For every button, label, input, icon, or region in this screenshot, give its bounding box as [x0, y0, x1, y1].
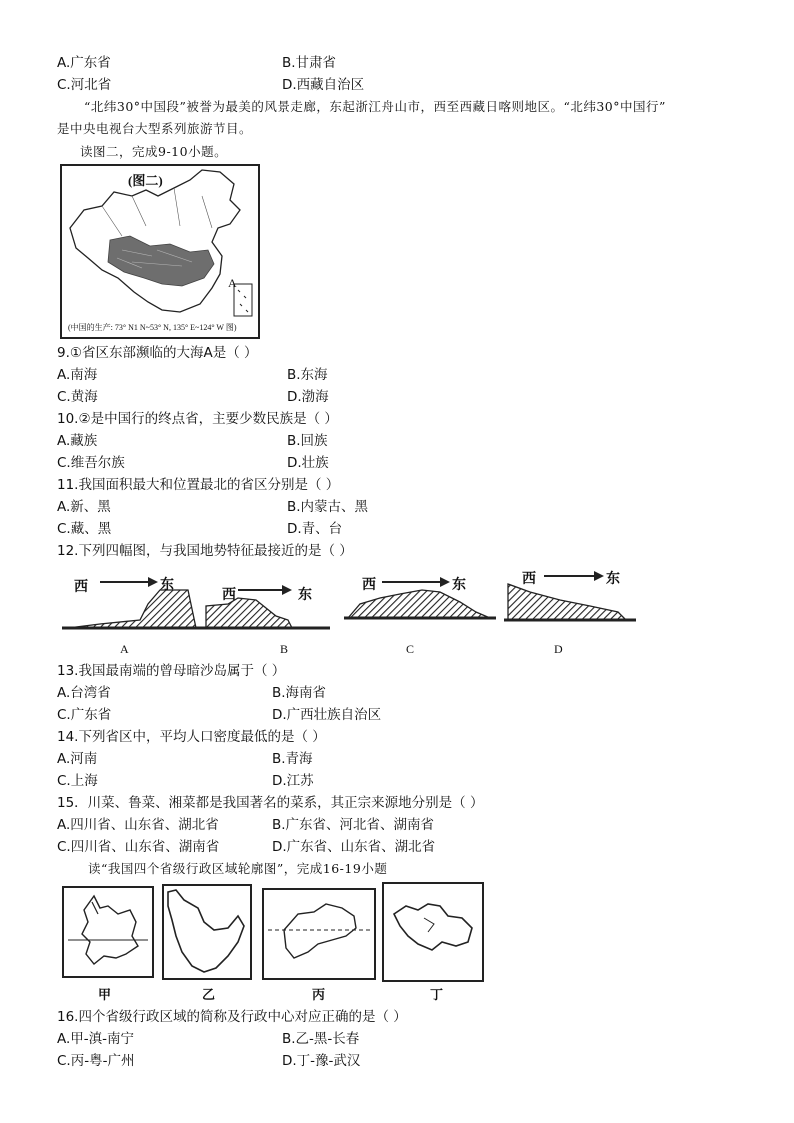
- outline-ding-drawing: [384, 884, 482, 980]
- q15-option-d: D.广东省、山东省、湖北省: [272, 839, 436, 855]
- read-fig2-instruction: 读图二，完成9-10小题。: [80, 144, 228, 159]
- terrain-profiles-figure: [60, 568, 640, 660]
- q9-option-c: C.黄海: [57, 389, 98, 405]
- outline-box-bing: [262, 888, 376, 980]
- profile-a-east: 东: [160, 578, 174, 593]
- q9-stem: 9.①省区东部濒临的大海A是（ ）: [57, 345, 258, 361]
- outline-box-jia: [62, 886, 154, 978]
- q8-option-c: C.河北省: [57, 77, 112, 93]
- profile-c-west: 西: [362, 578, 376, 593]
- q8-option-d: D.西藏自治区: [282, 77, 365, 93]
- q15-option-a: A.四川省、山东省、湖北省: [57, 817, 219, 833]
- q10-option-c: C.维吾尔族: [57, 455, 125, 471]
- outline-bing-drawing: [264, 890, 374, 978]
- profile-label-d: D: [554, 642, 563, 656]
- profile-c-east: 东: [452, 578, 466, 593]
- profile-label-a: A: [120, 642, 129, 656]
- q10-stem: 10.②是中国行的终点省，主要少数民族是（ ）: [57, 411, 338, 427]
- figure-2-china-map: [60, 164, 260, 339]
- q16-option-a: A.甲-滇-南宁: [57, 1031, 135, 1047]
- q15-stem: 15．川菜、鲁菜、湘菜都是我国著名的菜系，其正宗来源地分别是（ ）: [57, 795, 484, 811]
- terrain-profiles-drawing: [60, 568, 640, 660]
- read-outline-instruction: 读“我国四个省级行政区域轮廓图”，完成16-19小题: [88, 861, 388, 876]
- q16-option-d: D.丁-豫-武汉: [282, 1053, 361, 1069]
- q8-option-b: B.甘肃省: [282, 55, 337, 71]
- q8-option-a: A.广东省: [57, 55, 111, 71]
- q16-stem: 16.四个省级行政区域的简称及行政中心对应正确的是（ ）: [57, 1009, 407, 1025]
- q10-option-b: B.回族: [287, 433, 328, 449]
- outline-label-jia: 甲: [98, 987, 112, 1002]
- outline-label-ding: 丁: [430, 987, 444, 1002]
- q12-stem: 12.下列四幅图，与我国地势特征最接近的是（ ）: [57, 543, 353, 559]
- profile-label-b: B: [280, 642, 289, 656]
- q11-option-c: C.藏、黑: [57, 521, 112, 537]
- q14-option-c: C.上海: [57, 773, 98, 789]
- q16-option-c: C.丙-粤-广州: [57, 1053, 135, 1069]
- q16-option-b: B.乙-黑-长春: [282, 1031, 360, 1047]
- q15-option-b: B.广东省、河北省、湖南省: [272, 817, 435, 833]
- q14-stem: 14.下列省区中，平均人口密度最低的是（ ）: [57, 729, 326, 745]
- profile-d-east: 东: [606, 572, 620, 587]
- china-map-drawing: [62, 166, 258, 337]
- q10-option-a: A.藏族: [57, 433, 98, 449]
- province-outlines-figure: [58, 882, 494, 1000]
- profile-a-west: 西: [74, 580, 88, 595]
- outline-label-yi: 乙: [202, 987, 216, 1002]
- q15-option-c: C.四川省、山东省、湖南省: [57, 839, 220, 855]
- outline-box-yi: [162, 884, 252, 980]
- figure-2-title: (图二): [128, 173, 163, 188]
- profile-d-west: 西: [522, 572, 536, 587]
- outline-label-bing: 丙: [312, 987, 326, 1002]
- q11-stem: 11.我国面积最大和位置最北的省区分别是（ ）: [57, 477, 340, 493]
- q13-option-d: D.广西壮族自治区: [272, 707, 382, 723]
- sea-a-label: A: [228, 276, 237, 290]
- profile-b-east: 东: [298, 588, 312, 603]
- outline-jia-drawing: [64, 888, 152, 976]
- q13-stem: 13.我国最南端的曾母暗沙岛属于（ ）: [57, 663, 286, 679]
- q10-option-d: D.壮族: [287, 455, 329, 471]
- q11-option-d: D.青、台: [287, 521, 343, 537]
- q13-option-c: C.广东省: [57, 707, 112, 723]
- q13-option-a: A.台湾省: [57, 685, 111, 701]
- q11-option-a: A.新、黑: [57, 499, 111, 515]
- outline-yi-drawing: [164, 886, 250, 978]
- q9-option-a: A.南海: [57, 367, 98, 383]
- profile-label-c: C: [406, 642, 415, 656]
- profile-b-west: 西: [222, 588, 236, 603]
- q9-option-d: D.渤海: [287, 389, 329, 405]
- q14-option-d: D.江苏: [272, 773, 314, 789]
- q14-option-a: A.河南: [57, 751, 98, 767]
- q9-option-b: B.东海: [287, 367, 328, 383]
- intro-line-2: 是中央电视台大型系列旅游节目。: [57, 121, 253, 136]
- q13-option-b: B.海南省: [272, 685, 327, 701]
- q14-option-b: B.青海: [272, 751, 313, 767]
- q11-option-b: B.内蒙古、黑: [287, 499, 369, 515]
- figure-2-caption: (中国的生产: 73° N1 N~53° N, 135° E~124° W 图): [68, 323, 237, 332]
- outline-box-ding: [382, 882, 484, 982]
- intro-line-1: “北纬30°中国段”被誉为最美的风景走廊，东起浙江舟山市，西至西藏日喀则地区。“北纬30°中国行”: [84, 99, 666, 114]
